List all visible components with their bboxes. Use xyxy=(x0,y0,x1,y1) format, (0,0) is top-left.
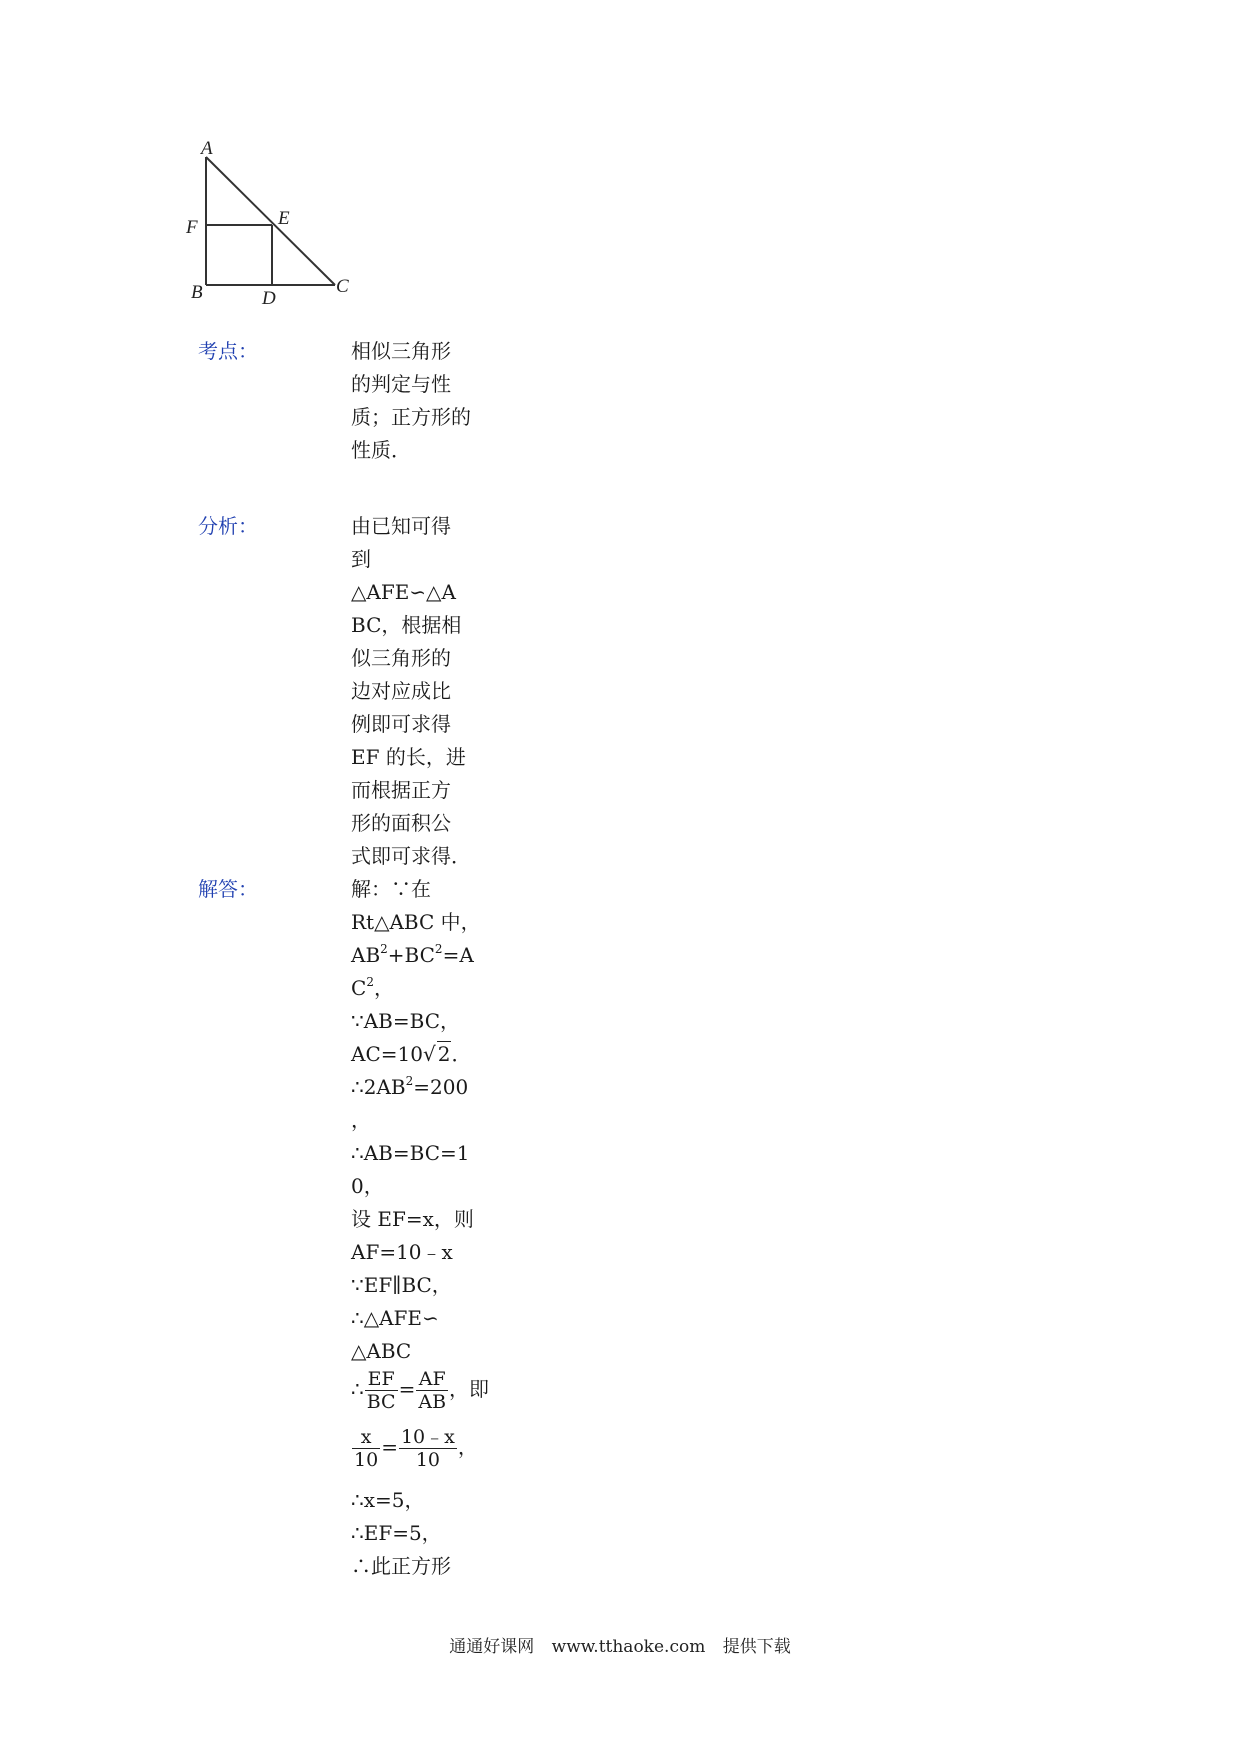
jieda-line: ∴x=5， xyxy=(351,1488,425,1512)
page-footer xyxy=(0,1632,1240,1657)
jieda-line: Rt△ABC 中， xyxy=(351,910,481,934)
jieda-line: ∴此正方形 xyxy=(351,1554,451,1578)
jieda-line: $\therefore 2AB^2=200$ xyxy=(351,1074,469,1099)
point-label-d: D xyxy=(262,288,276,309)
jieda-line: 解：∵在 xyxy=(351,877,431,901)
fraction-line: $\frac{x}{10}$ = $\frac{10﹣x}{10}$ ， xyxy=(354,1426,478,1471)
fenxi-line: 边对应成比 xyxy=(351,679,451,703)
jieda-line: 设 EF=x，则 xyxy=(351,1207,474,1231)
fenxi-line: 而根据正方 xyxy=(351,778,451,802)
jieda-line: 0， xyxy=(351,1174,384,1198)
fraction: $\frac{10﹣x}{10}$ xyxy=(400,1426,455,1471)
fraction: $\frac{AF}{AB}$ xyxy=(418,1368,447,1413)
fenxi-line: 式即可求得． xyxy=(351,844,471,868)
fraction: $\frac{EF}{BC}$ xyxy=(366,1368,396,1413)
fenxi-line: △AFE∽△A xyxy=(351,580,456,604)
fenxi-label: 分析： xyxy=(198,514,258,538)
fenxi-line: 形的面积公 xyxy=(351,811,451,835)
segment-ac xyxy=(206,157,335,285)
sqrt-expression: √ 2 xyxy=(422,1042,451,1066)
fenxi-line: 由已知可得 xyxy=(351,514,451,538)
fenxi-content xyxy=(351,510,481,873)
jieda-line: ∴EF=5， xyxy=(351,1521,442,1545)
footer-site-name: 通通好课网 xyxy=(449,1637,535,1657)
jieda-line: ∵EF∥BC， xyxy=(351,1273,452,1297)
fraction-line: ∴ $\frac{EF}{BC}$ = $\frac{AF}{AB}$ ，即 xyxy=(351,1368,490,1413)
fenxi-line: BC，根据相 xyxy=(351,613,462,637)
fraction: $\frac{x}{10}$ xyxy=(354,1426,379,1471)
fenxi-line: 例即可求得 xyxy=(351,712,451,736)
kaodian-line: 性质． xyxy=(351,438,411,462)
fenxi-line: EF 的长，进 xyxy=(351,745,466,769)
jieda-line: △ABC xyxy=(351,1339,412,1363)
jieda-content xyxy=(351,873,490,1583)
triangle-diagram xyxy=(185,138,385,350)
fenxi-line: 到 xyxy=(351,547,371,571)
fenxi-line: 似三角形的 xyxy=(351,646,451,670)
point-label-c: C xyxy=(336,276,349,297)
jieda-line: $AB^2+BC^2=A$ xyxy=(351,942,474,967)
point-label-e: E xyxy=(278,208,290,229)
footer-tail: 提供下载 xyxy=(722,1637,791,1657)
kaodian-content xyxy=(351,335,481,467)
jieda-line: AC=10√ 2． xyxy=(351,1038,481,1071)
jieda-line: ∴AB=BC=1 xyxy=(351,1141,470,1165)
point-label-a: A xyxy=(201,138,213,159)
jieda-line: AF=10﹣x xyxy=(351,1240,453,1264)
kaodian-line: 质；正方形的 xyxy=(351,405,471,429)
footer-url[interactable]: www.tthaoke.com xyxy=(551,1637,706,1657)
point-label-b: B xyxy=(191,282,203,303)
kaodian-label: 考点： xyxy=(198,339,258,363)
jieda-line: $C^2$， xyxy=(351,975,394,1000)
kaodian-line: 相似三角形 xyxy=(351,339,451,363)
jieda-line: ∴△AFE∽ xyxy=(351,1306,439,1330)
triangle-figure xyxy=(185,138,385,350)
point-label-f: F xyxy=(186,217,198,238)
kaodian-line: 的判定与性 xyxy=(351,372,451,396)
jieda-label: 解答： xyxy=(198,877,258,901)
jieda-line: ∵AB=BC， xyxy=(351,1009,460,1033)
jieda-line: ， xyxy=(351,1108,371,1132)
